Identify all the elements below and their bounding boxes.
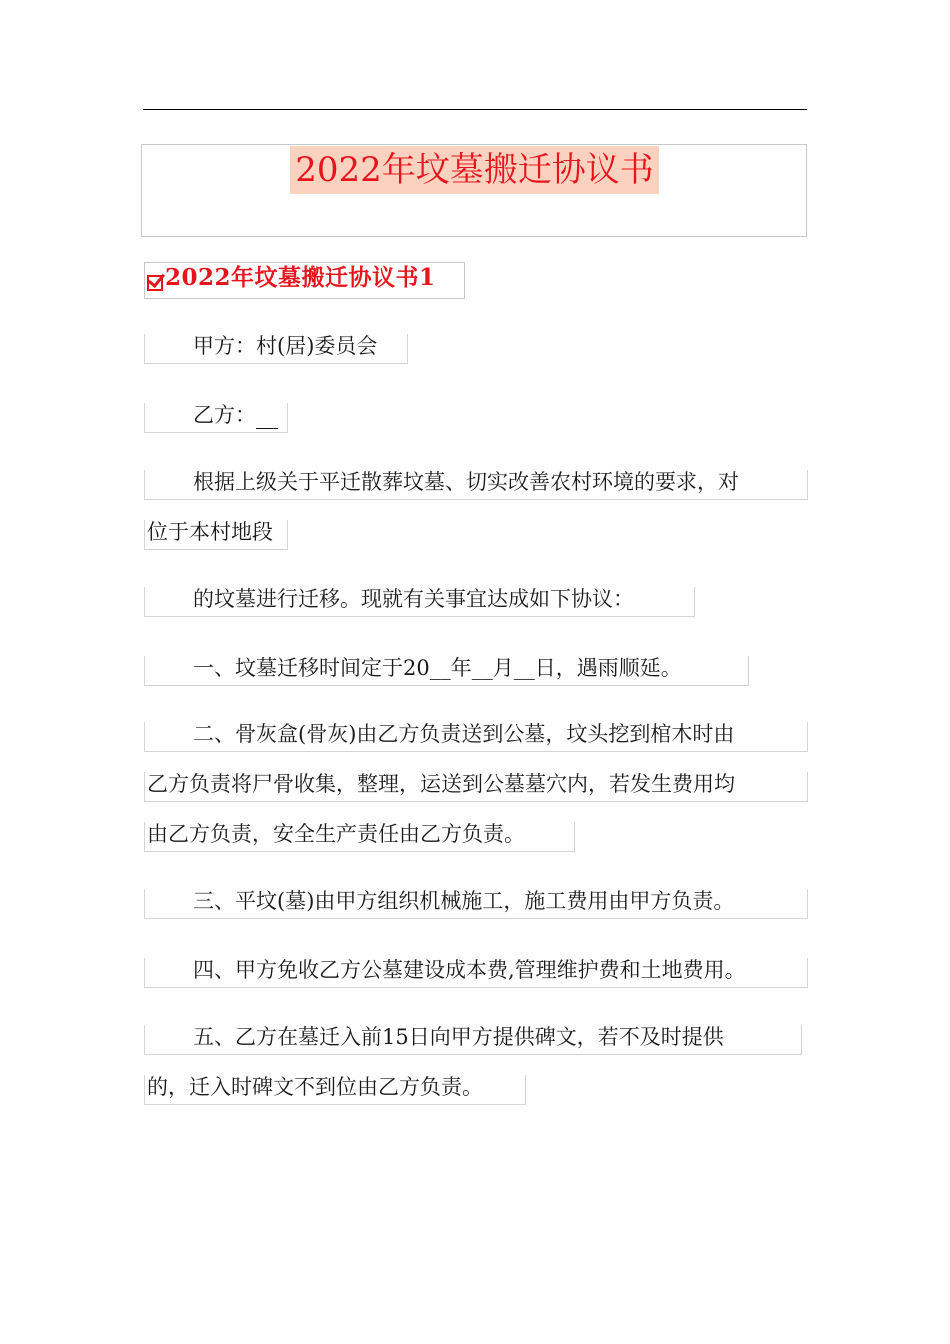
clause-3-text: 三、平坟(墓)由甲方组织机械施工，施工费用由甲方负责。 [193, 889, 735, 913]
header-rule [143, 109, 807, 110]
blank-underline [256, 406, 278, 429]
clause-5-line [144, 1025, 802, 1055]
clause-2-line [144, 772, 808, 802]
clause-5-text: 的，迁入时碑文不到位由乙方负责。 [147, 1075, 483, 1099]
party-b-text [193, 401, 278, 429]
clause-4-text: 四、甲方免收乙方公墓建设成本费,管理维护费和土地费用。 [193, 958, 746, 982]
paragraph-line [144, 587, 695, 617]
clause-2-line [144, 722, 808, 752]
clause-5-text: 五、乙方在墓迁入前15日向甲方提供碑文，若不及时提供 [193, 1025, 724, 1049]
clause-1-text: 一、坟墓迁移时间定于20__年__月__日，遇雨顺延。 [193, 656, 682, 680]
clause-5-line [144, 1075, 526, 1105]
paragraph-line [144, 470, 808, 500]
clause-2-line [144, 822, 575, 852]
clause-3-line [144, 889, 808, 919]
clause-1-line [144, 656, 749, 686]
checkbox-checked-icon [147, 275, 163, 291]
party-b-line [144, 403, 288, 433]
paragraph-text: 位于本村地段 [147, 520, 273, 544]
party-b-label: 乙方： [193, 403, 256, 427]
party-a-text: 甲方：村(居)委员会 [193, 334, 378, 358]
party-a-line [144, 334, 408, 364]
paragraph-line [144, 520, 288, 550]
clause-2-text: 二、骨灰盒(骨灰)由乙方负责送到公墓，坟头挖到棺木时由 [193, 722, 735, 746]
clause-2-text: 乙方负责将尸骨收集，整理，运送到公墓墓穴内，若发生费用均 [147, 772, 735, 796]
clause-2-text: 由乙方负责，安全生产责任由乙方负责。 [147, 822, 525, 846]
paragraph-text: 根据上级关于平迁散葬坟墓、切实改善农村环境的要求，对 [193, 470, 739, 494]
section-heading-text: 2022年坟墓搬迁协议书1 [165, 264, 436, 291]
clause-4-line [144, 958, 808, 988]
document-title: 2022年坟墓搬迁协议书 [290, 146, 659, 194]
section-heading [144, 262, 465, 299]
paragraph-text: 的坟墓进行迁移。现就有关事宜达成如下协议： [193, 587, 634, 611]
